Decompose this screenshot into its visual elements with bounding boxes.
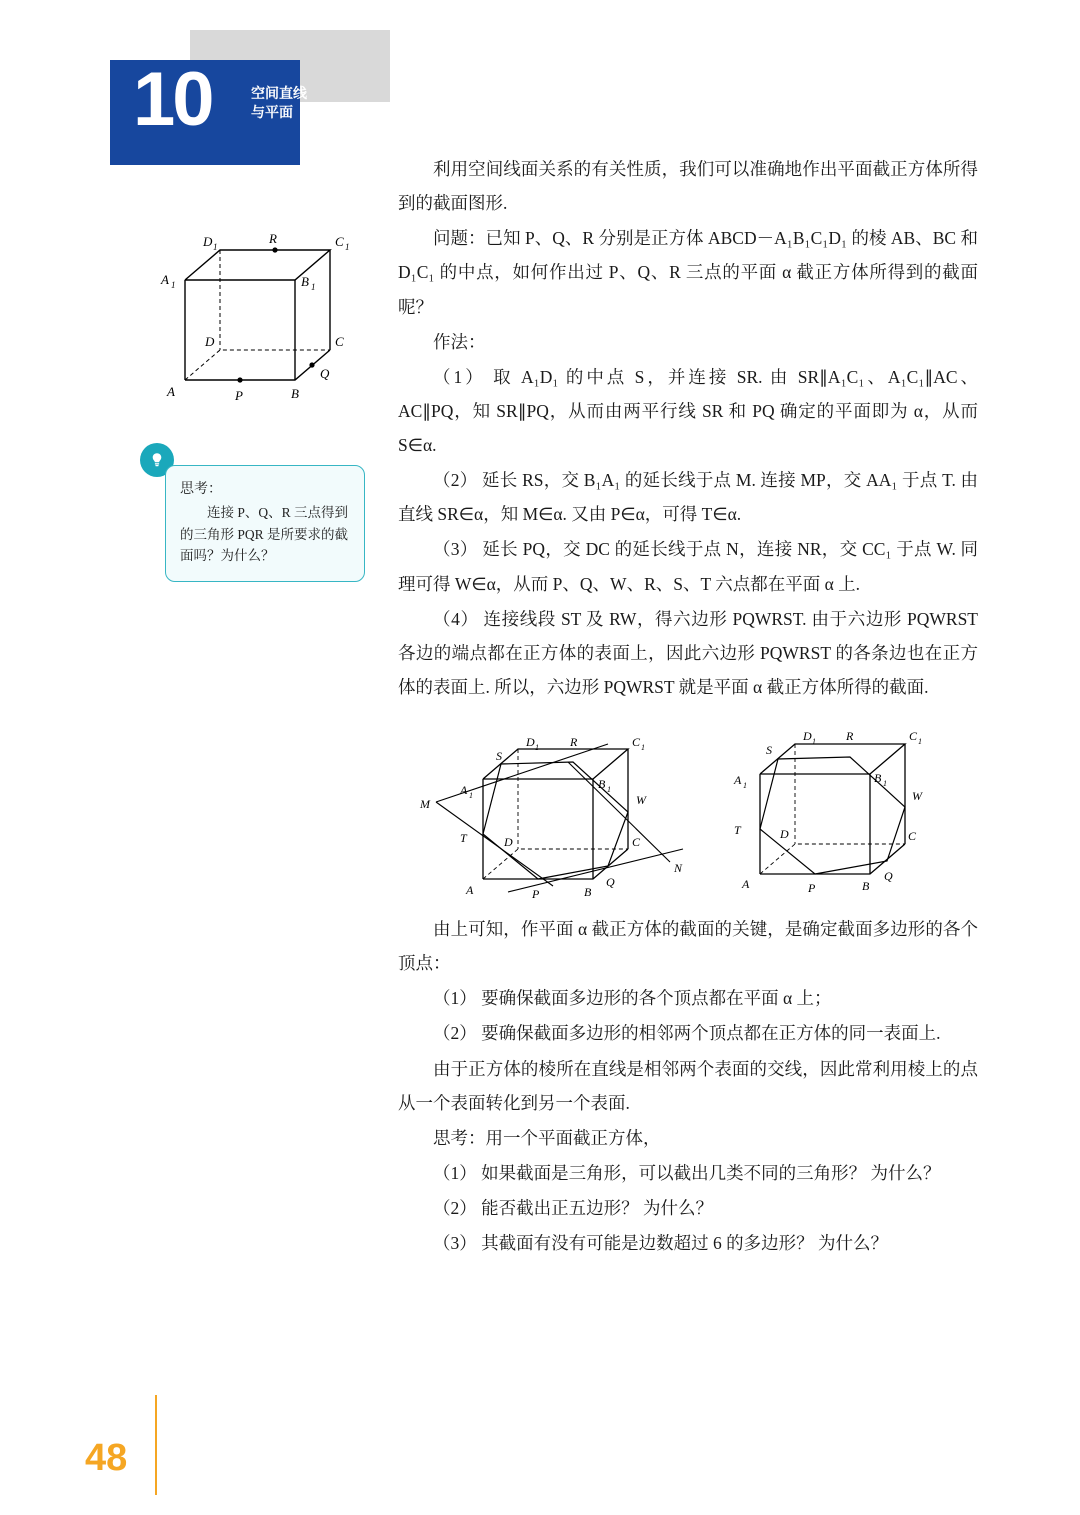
- paragraph-edges: 由于正方体的棱所在直线是相邻两个表面的交线，因此常利用棱上的点从一个表面转化到另一个表面.: [398, 1058, 978, 1113]
- paragraph-step-1: （1） 取 A₁D₁ 的中点 S，并连接 SR. 由 SR∥A₁C₁、A₁C₁∥AC、AC∥PQ，知 SR∥PQ，从而由两平行线 SR 和 PQ 确定的平面即为 α，从而 S∈α.: [398, 366, 978, 455]
- figures-row: [398, 714, 978, 904]
- paragraph-intro: 利用空间线面关系的有关性质，我们可以准确地作出平面截正方体所得到的截面图形.: [398, 159, 978, 214]
- paragraph-step-4: （4） 连接线段 ST 及 RW，得六边形 PQWRST. 由于六边形 PQWRST 各边的端点都在正方体的表面上，因此六边形 PQWRST 的各条边也在正方体的表面上. 所以，六边形 PQWRST 就是平面 α 截正方体所得的截面.: [398, 608, 978, 697]
- svg-text:C: C: [335, 234, 344, 249]
- svg-text:1: 1: [812, 737, 816, 746]
- paragraph-key: 由上可知，作平面 α 截正方体的截面的关键，是确定截面多边形的各个顶点：: [398, 919, 978, 974]
- paragraph-think-3: （3） 其截面有没有可能是边数超过 6 的多边形？ 为什么？: [433, 1233, 888, 1254]
- paragraph-step-3: （3） 延长 PQ，交 DC 的延长线于点 N，连接 NR，交 CC₁ 于点 W. 同理可得 W∈α，从而 P、Q、W、R、S、T 六点都在平面 α 上.: [398, 539, 978, 594]
- svg-text:C: C: [335, 334, 344, 349]
- svg-text:1: 1: [607, 785, 611, 794]
- svg-text:1: 1: [213, 242, 218, 252]
- think-callout-label: 思考：: [180, 482, 222, 497]
- svg-text:R: R: [570, 735, 578, 749]
- paragraph-key-1: （1） 要确保截面多边形的各个顶点都在平面 α 上；: [433, 988, 832, 1009]
- svg-text:1: 1: [641, 743, 645, 752]
- svg-text:A: A: [742, 877, 750, 891]
- think-callout-box: [165, 465, 365, 582]
- cube-figure-main-svg: [125, 210, 375, 410]
- svg-text:W: W: [912, 789, 922, 803]
- svg-text:D: D: [803, 729, 812, 743]
- svg-text:B: B: [598, 777, 606, 791]
- svg-text:M: M: [420, 797, 430, 811]
- svg-text:C: C: [632, 735, 641, 749]
- svg-text:P: P: [532, 887, 540, 901]
- svg-text:B: B: [301, 274, 309, 289]
- svg-text:P: P: [808, 881, 816, 894]
- cube-figure-main: [125, 210, 375, 410]
- svg-text:D: D: [504, 835, 513, 849]
- svg-text:D: D: [205, 334, 215, 349]
- svg-text:D: D: [526, 735, 535, 749]
- svg-text:C: C: [908, 829, 917, 843]
- paragraph-think-2: （2） 能否截出正五边形？ 为什么？: [433, 1198, 713, 1218]
- chapter-header: [55, 30, 385, 142]
- svg-text:C: C: [632, 835, 641, 849]
- svg-text:B: B: [874, 771, 882, 785]
- svg-text:C: C: [909, 729, 918, 743]
- svg-text:T: T: [460, 831, 467, 845]
- svg-text:D: D: [780, 827, 789, 841]
- svg-text:A: A: [161, 272, 169, 287]
- chapter-number: 10: [133, 57, 212, 142]
- svg-text:S: S: [496, 749, 502, 763]
- chapter-title-line1: 空间直线: [251, 85, 307, 101]
- svg-text:1: 1: [535, 743, 539, 752]
- main-text-column: [398, 152, 978, 1261]
- svg-text:Q: Q: [884, 869, 893, 883]
- svg-text:Q: Q: [606, 875, 615, 889]
- svg-text:D: D: [203, 234, 213, 249]
- svg-text:T: T: [734, 823, 741, 837]
- svg-text:B: B: [291, 386, 299, 401]
- paragraph-think-1: （1） 如果截面是三角形，可以截出几类不同的三角形？ 为什么？: [433, 1162, 941, 1183]
- footer-rule: [155, 1395, 157, 1495]
- think-callout-text: 连接 P、Q、R 三点得到的三角形 PQR 是所要求的截面吗？为什么？: [180, 505, 349, 564]
- svg-text:B: B: [862, 879, 870, 893]
- svg-text:Q: Q: [320, 366, 330, 381]
- svg-text:R: R: [269, 231, 277, 246]
- svg-text:1: 1: [918, 737, 922, 746]
- lightbulb-icon-svg: [148, 451, 166, 469]
- svg-text:1: 1: [311, 282, 316, 292]
- svg-text:P: P: [235, 388, 243, 403]
- svg-text:B: B: [584, 885, 592, 899]
- cube-figure-result: [698, 704, 948, 894]
- svg-text:A: A: [460, 783, 468, 797]
- paragraph-key-2: （2） 要确保截面多边形的相邻两个顶点都在正方体的同一表面上.: [433, 1023, 941, 1044]
- paragraph-method-heading: 作法：: [433, 331, 486, 352]
- chapter-title: [251, 84, 307, 122]
- paragraph-problem: 问题：已知 P、Q、R 分别是正方体 ABCD－A₁B₁C₁D₁ 的棱 AB、BC 和 D₁C₁ 的中点，如何作出过 P、Q、R 三点的平面 α 截正方体所得到的截面呢？: [398, 228, 978, 317]
- svg-text:R: R: [846, 729, 854, 743]
- svg-text:S: S: [766, 743, 772, 757]
- left-column: [120, 210, 380, 410]
- svg-text:A: A: [466, 883, 474, 897]
- paragraph-step-2: （2） 延长 RS，交 B₁A₁ 的延长线于点 M. 连接 MP，交 AA₁ 于点 T. 由直线 SR∈α，知 M∈α. 又由 P∈α，可得 T∈α.: [398, 470, 978, 525]
- page-number: 48: [85, 1437, 128, 1479]
- page-footer: [85, 1437, 205, 1480]
- svg-text:W: W: [636, 793, 646, 807]
- svg-text:A: A: [734, 773, 742, 787]
- cube-figure-construction: [408, 714, 708, 904]
- svg-text:1: 1: [743, 781, 747, 790]
- svg-text:1: 1: [883, 779, 887, 788]
- paragraph-think-heading: 思考：用一个平面截正方体，: [433, 1127, 661, 1148]
- svg-text:1: 1: [345, 242, 350, 252]
- chapter-title-line2: 与平面: [251, 103, 293, 120]
- svg-text:N: N: [674, 861, 683, 875]
- svg-text:1: 1: [171, 280, 176, 290]
- svg-text:A: A: [167, 384, 175, 399]
- svg-text:1: 1: [469, 791, 473, 800]
